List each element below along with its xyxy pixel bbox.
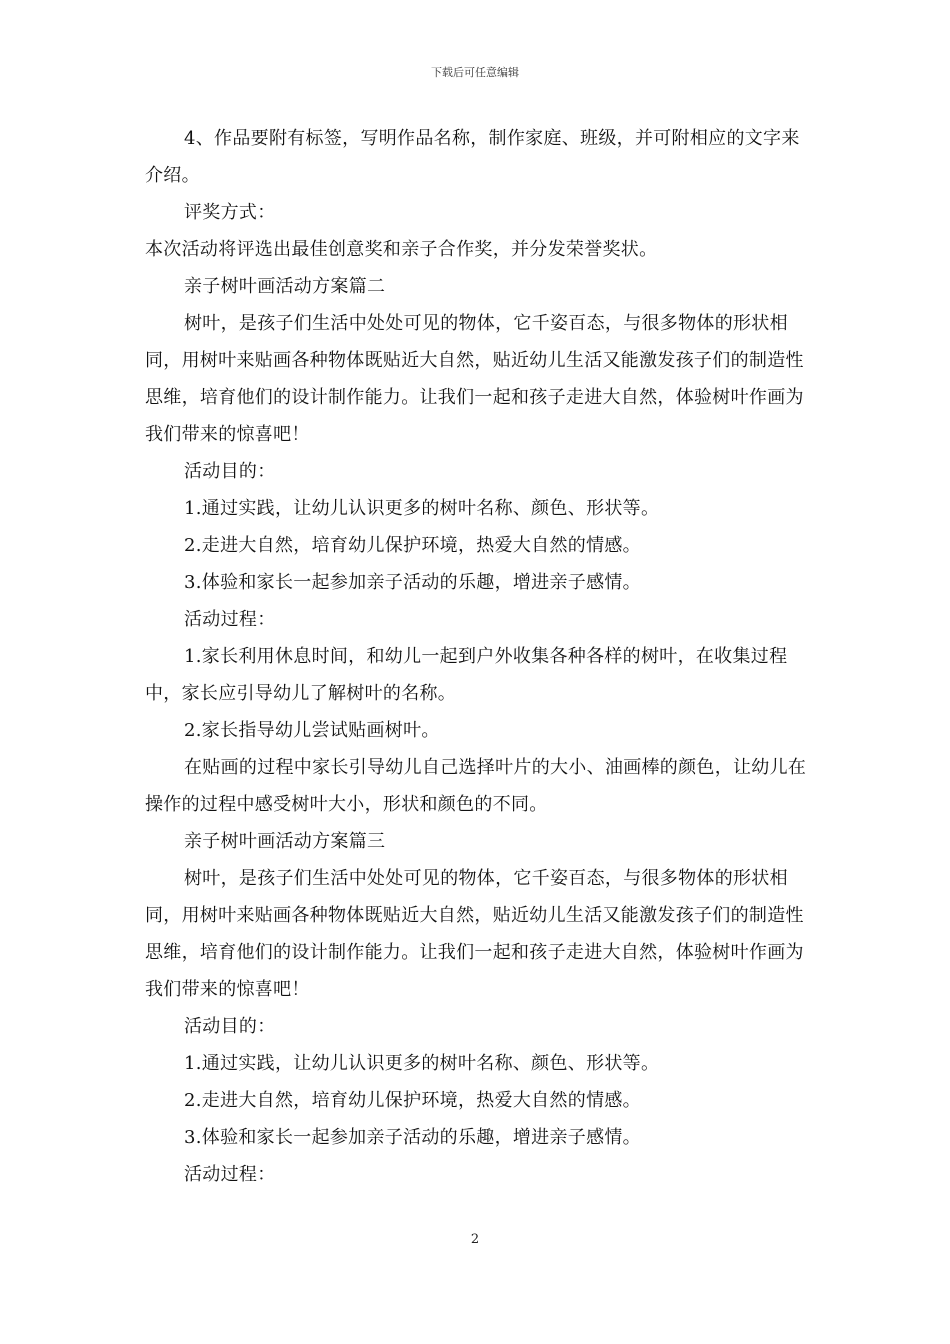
heading-process-part-three: 活动过程： (184, 1164, 276, 1185)
paragraph-intro-part-two: 树叶，是孩子们生活中处处可见的物体，它千姿百态，与很多物体的形状相同，用树叶来贴画各种物体既贴近大自然，贴近幼儿生活又能激发孩子们的制造性思维，培育他们的设计制作能力。让我们一起和孩子走进大自然，体验树叶作画为我们带来的惊喜吧！ (145, 313, 804, 445)
page-header: 下载后可任意编辑 (431, 66, 519, 79)
goal-item-1-part-three: 1.通过实践，让幼儿认识更多的树叶名称、颜色、形状等。 (184, 1053, 660, 1074)
paragraph-award-description: 本次活动将评选出最佳创意奖和亲子合作奖，并分发荣誉奖状。 (145, 239, 658, 260)
heading-process-part-two: 活动过程： (184, 609, 276, 630)
heading-award-method: 评奖方式： (184, 202, 276, 223)
section-title-part-three: 亲子树叶画活动方案篇三 (184, 831, 386, 852)
process-item-2-part-two: 2.家长指导幼儿尝试贴画树叶。 (184, 720, 440, 741)
section-title-part-two: 亲子树叶画活动方案篇二 (184, 276, 386, 297)
paragraph-process-detail-part-two: 在贴画的过程中家长引导幼儿自己选择叶片的大小、油画棒的颜色，让幼儿在操作的过程中感受树叶大小，形状和颜色的不同。 (145, 757, 807, 815)
process-item-1-part-two: 1.家长利用休息时间，和幼儿一起到户外收集各种各样的树叶，在收集过程中，家长应引导幼儿了解树叶的名称。 (145, 646, 788, 704)
goal-item-2-part-three: 2.走进大自然，培育幼儿保护环境，热爱大自然的情感。 (184, 1090, 641, 1111)
document-body (145, 120, 810, 1193)
page-number: 2 (470, 1232, 480, 1247)
heading-goals-part-three: 活动目的： (184, 1016, 276, 1037)
goal-item-3-part-three: 3.体验和家长一起参加亲子活动的乐趣，增进亲子感情。 (184, 1127, 641, 1148)
paragraph-intro-part-three: 树叶，是孩子们生活中处处可见的物体，它千姿百态，与很多物体的形状相同，用树叶来贴画各种物体既贴近大自然，贴近幼儿生活又能激发孩子们的制造性思维，培育他们的设计制作能力。让我们一起和孩子走进大自然，体验树叶作画为我们带来的惊喜吧！ (145, 868, 804, 1000)
paragraph-item-4-label: 4、作品要附有标签，写明作品名称，制作家庭、班级，并可附相应的文字来介绍。 (145, 128, 800, 186)
goal-item-2-part-two: 2.走进大自然，培育幼儿保护环境，热爱大自然的情感。 (184, 535, 641, 556)
goal-item-1-part-two: 1.通过实践，让幼儿认识更多的树叶名称、颜色、形状等。 (184, 498, 660, 519)
heading-goals-part-two: 活动目的： (184, 461, 276, 482)
goal-item-3-part-two: 3.体验和家长一起参加亲子活动的乐趣，增进亲子感情。 (184, 572, 641, 593)
